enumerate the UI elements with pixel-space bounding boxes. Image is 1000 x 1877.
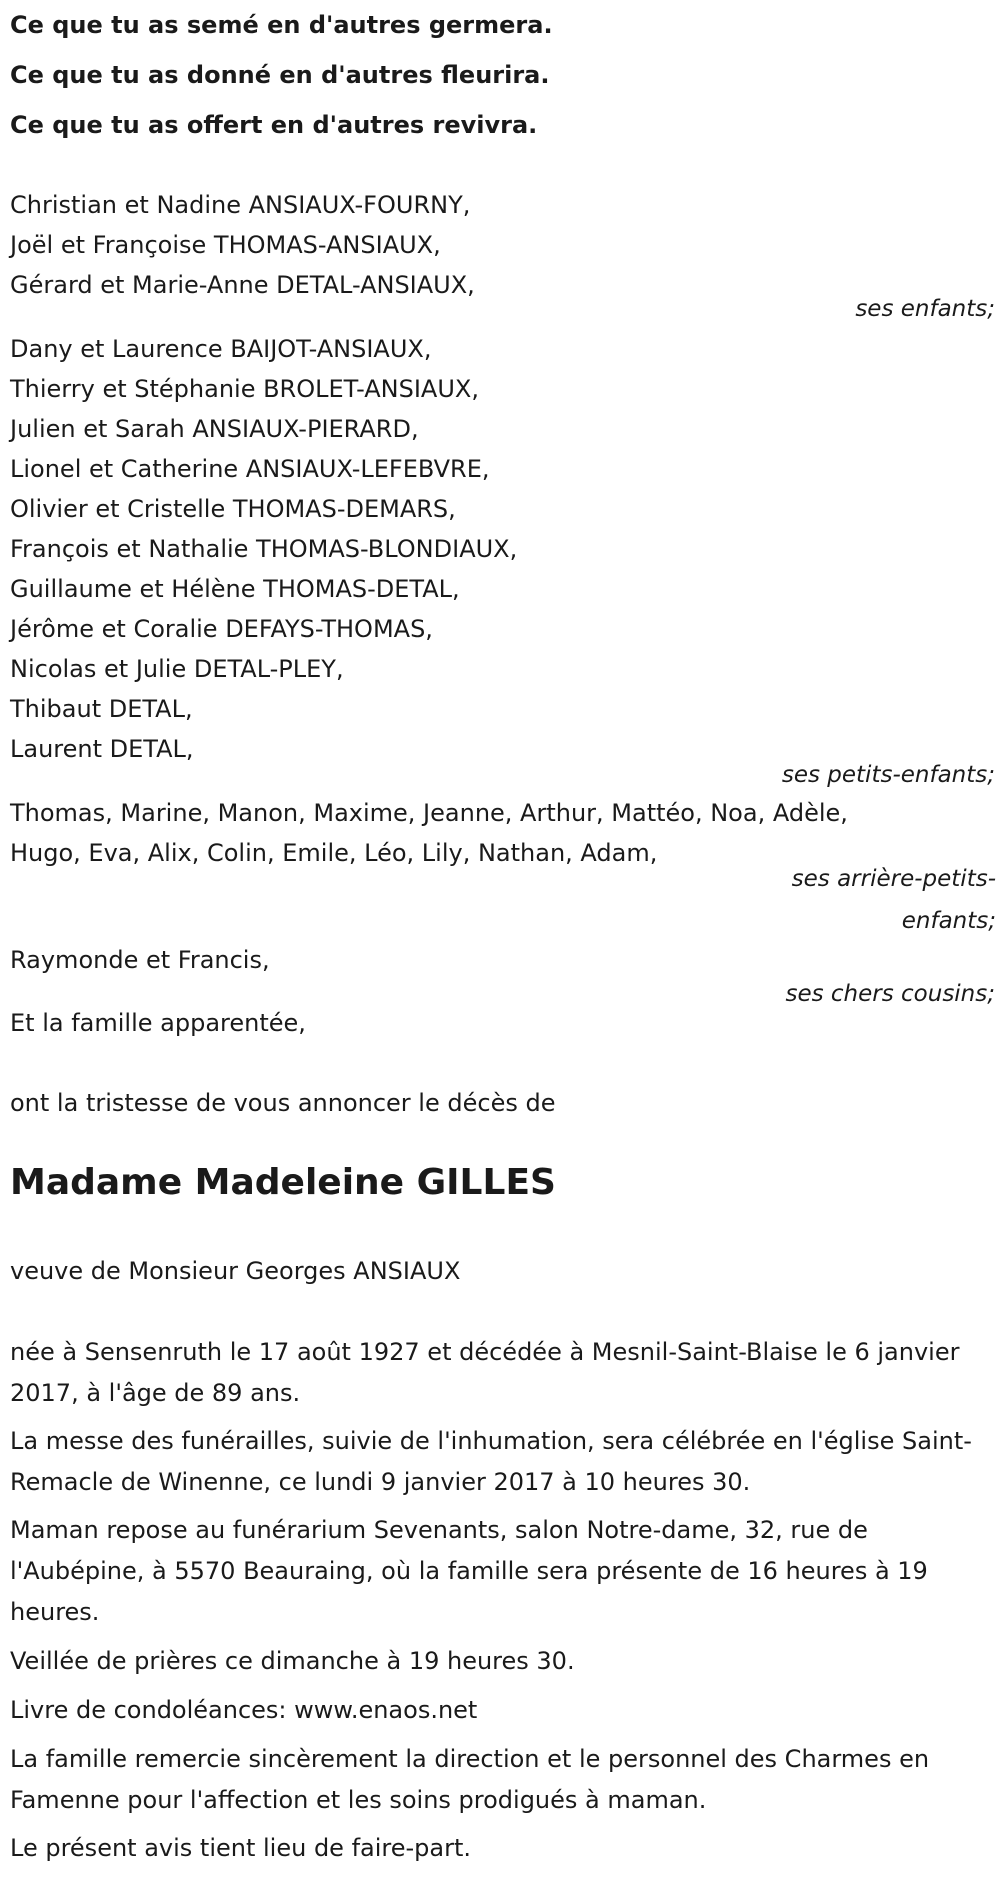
grandchildren-list xyxy=(10,329,517,769)
list-item: Thomas, Marine, Manon, Maxime, Jeanne, Arthur, Mattéo, Noa, Adèle, xyxy=(10,799,848,827)
grandchildren-role: ses petits-enfants; xyxy=(781,762,995,788)
deceased-name: Madame Madeleine GILLES xyxy=(10,1162,556,1203)
list-item: Lionel et Catherine ANSIAUX-LEFEBVRE, xyxy=(10,455,490,483)
list-item: Nicolas et Julie DETAL-PLEY, xyxy=(10,655,344,683)
list-item: Thierry et Stéphanie BROLET-ANSIAUX, xyxy=(10,375,479,403)
list-item: Gérard et Marie-Anne DETAL-ANSIAUX, xyxy=(10,271,475,299)
announcement-line: ont la tristesse de vous annoncer le décès de xyxy=(10,1089,556,1117)
list-item: Christian et Nadine ANSIAUX-FOURNY, xyxy=(10,191,471,219)
great-grandchildren-role: ses arrière-petits-enfants; xyxy=(791,866,996,934)
vigil-paragraph: Veillée de prières ce dimanche à 19 heures 30. xyxy=(10,1647,575,1675)
cousins-line: Raymonde et Francis, xyxy=(10,946,270,974)
epigraph-line-1: Ce que tu as semé en d'autres germera. xyxy=(10,11,553,39)
list-item: Julien et Sarah ANSIAUX-PIERARD, xyxy=(10,415,419,443)
list-item: Dany et Laurence BAIJOT-ANSIAUX, xyxy=(10,335,432,363)
children-role: ses enfants; xyxy=(855,296,995,322)
epigraph-line-3: Ce que tu as offert en d'autres revivra. xyxy=(10,111,538,139)
funeral-mass-paragraph: La messe des funérailles, suivie de l'inhumation, sera célébrée en l'église Saint-Remacle de Winenne, ce lundi 9 janvier 2017 à 10 heures 30. xyxy=(10,1427,972,1496)
birth-death-paragraph: née à Sensenruth le 17 août 1927 et décédée à Mesnil-Saint-Blaise le 6 janvier 2017, à l'âge de 89 ans. xyxy=(10,1338,960,1407)
list-item: Olivier et Cristelle THOMAS-DEMARS, xyxy=(10,495,456,523)
funerarium-paragraph: Maman repose au funérarium Sevenants, salon Notre-dame, 32, rue de l'Aubépine, à 5570 Beauraing, où la famille sera présente de 16 heures à 19 heures. xyxy=(10,1516,928,1626)
family-line: Et la famille apparentée, xyxy=(10,1009,306,1037)
list-item: Thibaut DETAL, xyxy=(10,695,193,723)
list-item: Joël et Françoise THOMAS-ANSIAUX, xyxy=(10,231,441,259)
children-list xyxy=(10,185,475,305)
list-item: Jérôme et Coralie DEFAYS-THOMAS, xyxy=(10,615,433,643)
great-grandchildren-list xyxy=(10,793,848,873)
condolences-paragraph: Livre de condoléances: www.enaos.net xyxy=(10,1696,478,1724)
closing-paragraph: Le présent avis tient lieu de faire-part. xyxy=(10,1834,472,1862)
list-item: Laurent DETAL, xyxy=(10,735,194,763)
epigraph-line-2: Ce que tu as donné en d'autres fleurira. xyxy=(10,61,550,89)
list-item: Guillaume et Hélène THOMAS-DETAL, xyxy=(10,575,460,603)
widow-of-line: veuve de Monsieur Georges ANSIAUX xyxy=(10,1257,461,1285)
list-item: François et Nathalie THOMAS-BLONDIAUX, xyxy=(10,535,518,563)
list-item: Hugo, Eva, Alix, Colin, Emile, Léo, Lily, Nathan, Adam, xyxy=(10,839,658,867)
thanks-paragraph: La famille remercie sincèrement la direction et le personnel des Charmes en Famenne pour l'affection et les soins prodigués à maman. xyxy=(10,1745,930,1814)
cousins-role: ses chers cousins; xyxy=(785,981,995,1007)
